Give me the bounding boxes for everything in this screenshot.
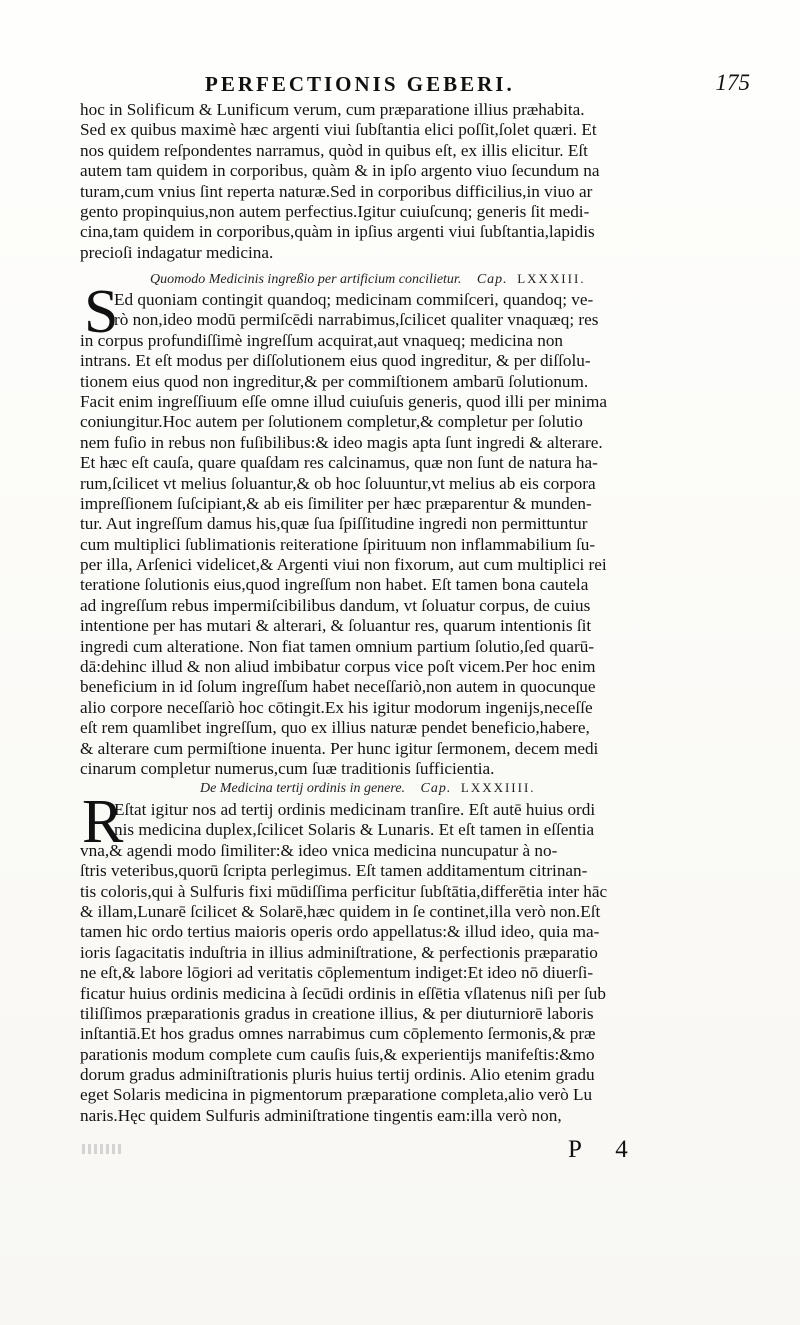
text-line: ingredi cum alteratione. Non fiat tamen omnium partium ſolutio,ſed quarū-: [80, 636, 595, 656]
text-line: turam,cum vnius ſint reperta naturæ.Sed in corporibus difficilius,in viuo ar: [80, 181, 593, 201]
text-line: & illam,Lunarē ſcilicet & Solarē,hæc quidem in ſe continet,illa verò non.Eſt: [80, 901, 601, 921]
text-line: eſt rem quamlibet ingreſſum, quo ex illius naturæ pendet beneficio,habere,: [80, 718, 590, 738]
chapter-83-cap-number: LXXXIII.: [517, 271, 586, 286]
text-line: in corpus profundiſſimè ingreſſum acquirat,aut vnaqueq; medicina non: [80, 330, 564, 350]
text-line: tamen hic ordo tertius maioris operis ordo appellatus:& illud ideo, quia ma-: [80, 922, 600, 942]
running-title: PERFECTIONIS GEBERI.: [205, 72, 515, 96]
text-line: precioſi indagatur medicina.: [80, 242, 274, 262]
text-line: ficatur huius ordinis medicina à ſecūdi ordinis in eſſētia vſlatenus niſi per ſub: [80, 983, 606, 1003]
signature-mark: P 4: [568, 1136, 642, 1163]
text-line: Et hæc eſt cauſa, quare quaſdam res calcinamus, quæ non ſunt de natura ha-: [80, 453, 598, 473]
text-line: inſtantiā.Et hos gradus omnes narrabimus cum cōplemento ſermonis,& præ: [80, 1024, 596, 1044]
text-line: ſtris veteribus,quorū ſcripta perlegimus. Eſt tamen additamentum citrinan-: [80, 861, 588, 881]
text-line: vna,& agendi modo ſimiliter:& ideo vnica medicina nuncupatur à no-: [80, 840, 558, 860]
chapter-84-drop-cap: R: [82, 788, 124, 856]
text-line: & alterare cum permiſtione inuenta. Per hunc igitur ſermonem, decem medi: [80, 738, 599, 758]
text-line: ne eſt,& labore lōgiori ad veritatis cōplementum indiget:Et ideo nō diuerſi-: [80, 963, 594, 983]
chapter-83-title: Quomodo Medicinis ingreßio per artificium concilietur.: [150, 272, 462, 287]
chapter-83-body: [80, 290, 755, 779]
text-line: Facit enim ingreſſiuum eſſe omne illud cuiuſuis generis, quod illi per minima: [80, 391, 607, 411]
text-line: tis coloris,qui à Sulfuris fixi mūdiſſima perficitur ſubſtātia,differētia inter hāc: [80, 881, 608, 901]
text-line: tionem eius quod non ingreditur,& per commiſtionem ambarū ſolutionum.: [80, 371, 589, 391]
text-line: nem fuſio in rebus non fuſibilibus:& ideo magis apta ſunt ingredi & alterare.: [80, 432, 603, 452]
text-line: naris.Hęc quidem Sulfuris adminiſtratione tingentis eam:illa verò non,: [80, 1105, 562, 1125]
text-line: tiliſſimos præparationis gradus in creatione illius, & per diuturniorē laboris: [80, 1003, 594, 1023]
chapter-84-heading: [200, 780, 800, 797]
text-line: rò non,ideo modū permiſcēdi narrabimus,ſcilicet qualiter vnaquæq; res: [114, 310, 599, 330]
text-line: nos quidem reſpondentes narramus, quòd in quibus eſt, ex illis elicitur. Eſt: [80, 140, 588, 160]
text-line: coniungitur.Hoc autem per ſolutionem completur,& completur per ſolutio: [80, 412, 583, 432]
ink-smudge: [82, 1144, 122, 1154]
chapter-84-title: De Medicina tertij ordinis in genere.: [200, 781, 406, 796]
text-line: gento propinquius,non autem perfectius.Igitur cuiuſcunq; generis ſit medi-: [80, 201, 590, 221]
text-line: alio corpore neceſſariò hoc cōtingit.Ex his igitur modorum ingenijs,neceſſe: [80, 697, 593, 717]
chapter-84-cap-number: LXXXIIII.: [460, 780, 536, 795]
text-line: rum,ſcilicet vt melius ſoluantur,& ob hoc ſoluuntur,vt melius ab eis corpora: [80, 473, 596, 493]
intro-paragraph: [80, 100, 755, 263]
chapter-84-cap-label: Cap.: [420, 781, 452, 796]
text-line: nis medicina duplex,ſcilicet Solaris & Lunaris. Et eſt tamen in eſſentia: [114, 820, 595, 840]
chapter-83-heading: [150, 271, 800, 288]
text-line: cum multiplici ſublimationis reiteratione ſpirituum non inflammabilium ſu-: [80, 534, 596, 554]
running-head: [80, 70, 750, 98]
text-line: eget Solaris medicina in pigmentorum præparatione completa,alio verò Lu: [80, 1085, 593, 1105]
text-line: cinarum completur numerus,cum ſuæ traditionis ſufficientia.: [80, 758, 495, 778]
text-line: ioris ſagacitatis induſtria in illius adminiſtratione, & perfectionis præparatio: [80, 942, 598, 962]
text-line: per illa, Arſenici videlicet,& Argenti viui non fixorum, aut cum multiplici rei: [80, 555, 607, 575]
text-line: autem tam quidem in corporibus, quàm & in ipſo argento viuo ſecundum na: [80, 161, 600, 181]
text-line: beneficium in id ſolum ingreſſum habet neceſſariò,non autem in quocunque: [80, 677, 596, 697]
chapter-83-drop-cap: S: [84, 278, 119, 346]
text-line: cina,tam quidem in corporibus,quàm in ipſius argenti viui ſubſtantia,lapidis: [80, 222, 595, 242]
text-line: intentione per has mutari & alterari, & ſoluantur res, quarum intentionis ſit: [80, 616, 592, 636]
text-line: dorum gradus adminiſtrationis pluris huius tertij ordinis. Alio etenim gradu: [80, 1065, 595, 1085]
text-line: tur. Aut ingreſſum damus his,quæ ſua ſpiſſitudine ingredi non permittuntur: [80, 514, 588, 534]
text-line: Eſtat igitur nos ad tertij ordinis medicinam tranſire. Eſt autē huius ordi: [114, 800, 596, 819]
chapter-83-cap-label: Cap.: [476, 272, 508, 287]
text-line: dā:dehinc illud & non aliud imbibatur corpus vice poſt vicem.Per hoc enim: [80, 657, 596, 677]
text-line: hoc in Solificum & Lunificum verum, cum præparatione illius præhabita.: [80, 100, 585, 119]
text-line: parationis modum complete cum cauſis ſuis,& experientijs manifeſtis:&mo: [80, 1044, 595, 1064]
text-line: intrans. Et eſt modus per diſſolutionem eius quod ingreditur, & per diſſolu-: [80, 351, 591, 371]
chapter-84-body: [80, 800, 755, 1126]
text-line: teratione ſolutionis eius,quod ingreſſum non habet. Eſt tamen bona cautela: [80, 575, 589, 595]
text-line: ad ingreſſum rebus impermiſcibilibus dandum, vt ſoluatur corpus, de cuius: [80, 595, 591, 615]
page-number: 175: [715, 70, 750, 95]
text-line: Ed quoniam contingit quandoq; medicinam commiſceri, quandoq; ve-: [114, 290, 594, 309]
text-line: Sed ex quibus maximè hæc argenti viui ſubſtantia elici poſſit,ſolet quæri. Et: [80, 120, 597, 140]
text-line: impreſſionem ſuſcipiant,& ab eis ſimiliter per hæc præparentur & munden-: [80, 493, 592, 513]
